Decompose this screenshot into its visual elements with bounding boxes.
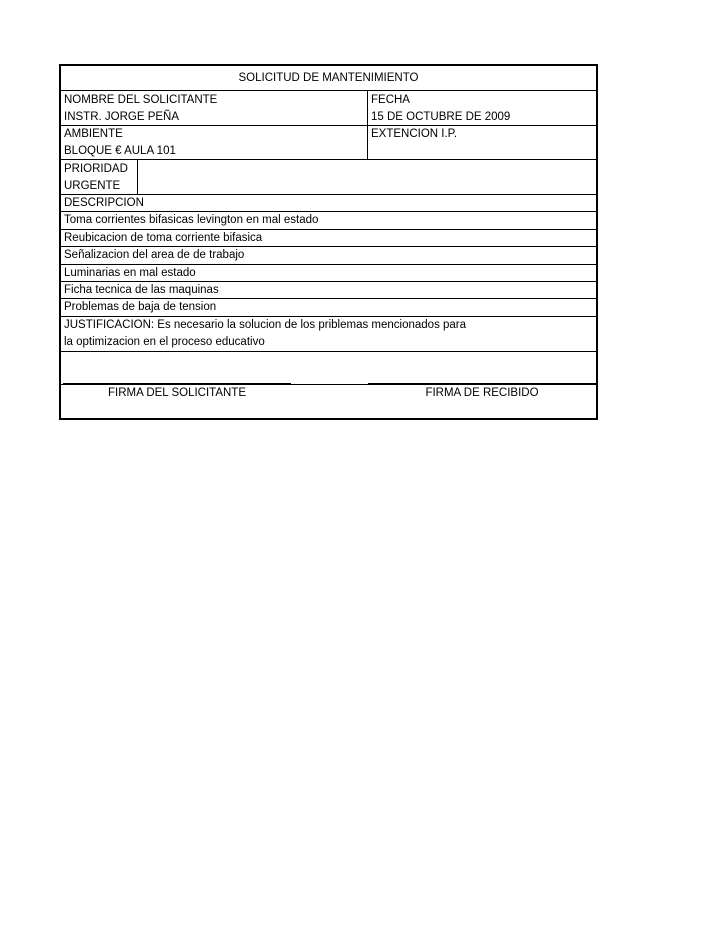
divider [61,90,596,91]
maintenance-request-form [59,64,598,420]
divider [137,159,138,194]
form-title: SOLICITUD DE MANTENIMIENTO [238,72,419,84]
divider [61,159,596,160]
descripcion-label: DESCRIPCION [64,197,144,209]
descripcion-item: Reubicacion de toma corriente bifasica [64,232,263,244]
fecha-value: 15 DE OCTUBRE DE 2009 [371,111,511,123]
prioridad-label: PRIORIDAD [64,163,128,175]
descripcion-item: Toma corrientes bifasicas levington en mal estado [64,214,319,226]
firma-solicitante-label: FIRMA DEL SOLICITANTE [107,387,247,399]
prioridad-value: URGENTE [64,180,121,192]
solicitante-value: INSTR. JORGE PEÑA [64,111,180,123]
divider [61,351,596,352]
descripcion-item: Problemas de baja de tension [64,301,217,313]
ambiente-value: BLOQUE € AULA 101 [64,145,176,157]
firma-recibido-label: FIRMA DE RECIBIDO [425,387,539,399]
signature-line-solicitante [63,383,291,384]
fecha-label: FECHA [371,94,410,106]
solicitante-label: NOMBRE DEL SOLICITANTE [64,94,218,106]
descripcion-item: Ficha tecnica de las maquinas [64,284,219,296]
extension-label: EXTENCION I.P. [371,128,458,140]
descripcion-item: Luminarias en mal estado [64,267,196,279]
signature-line-recibido [368,383,596,384]
ambiente-label: AMBIENTE [64,128,123,140]
justificacion-line: la optimizacion en el proceso educativo [64,336,265,348]
descripcion-item: Señalizacion del area de de trabajo [64,249,245,261]
justificacion-line: JUSTIFICACION: Es necesario la solucion de los priblemas mencionados para [64,319,467,331]
